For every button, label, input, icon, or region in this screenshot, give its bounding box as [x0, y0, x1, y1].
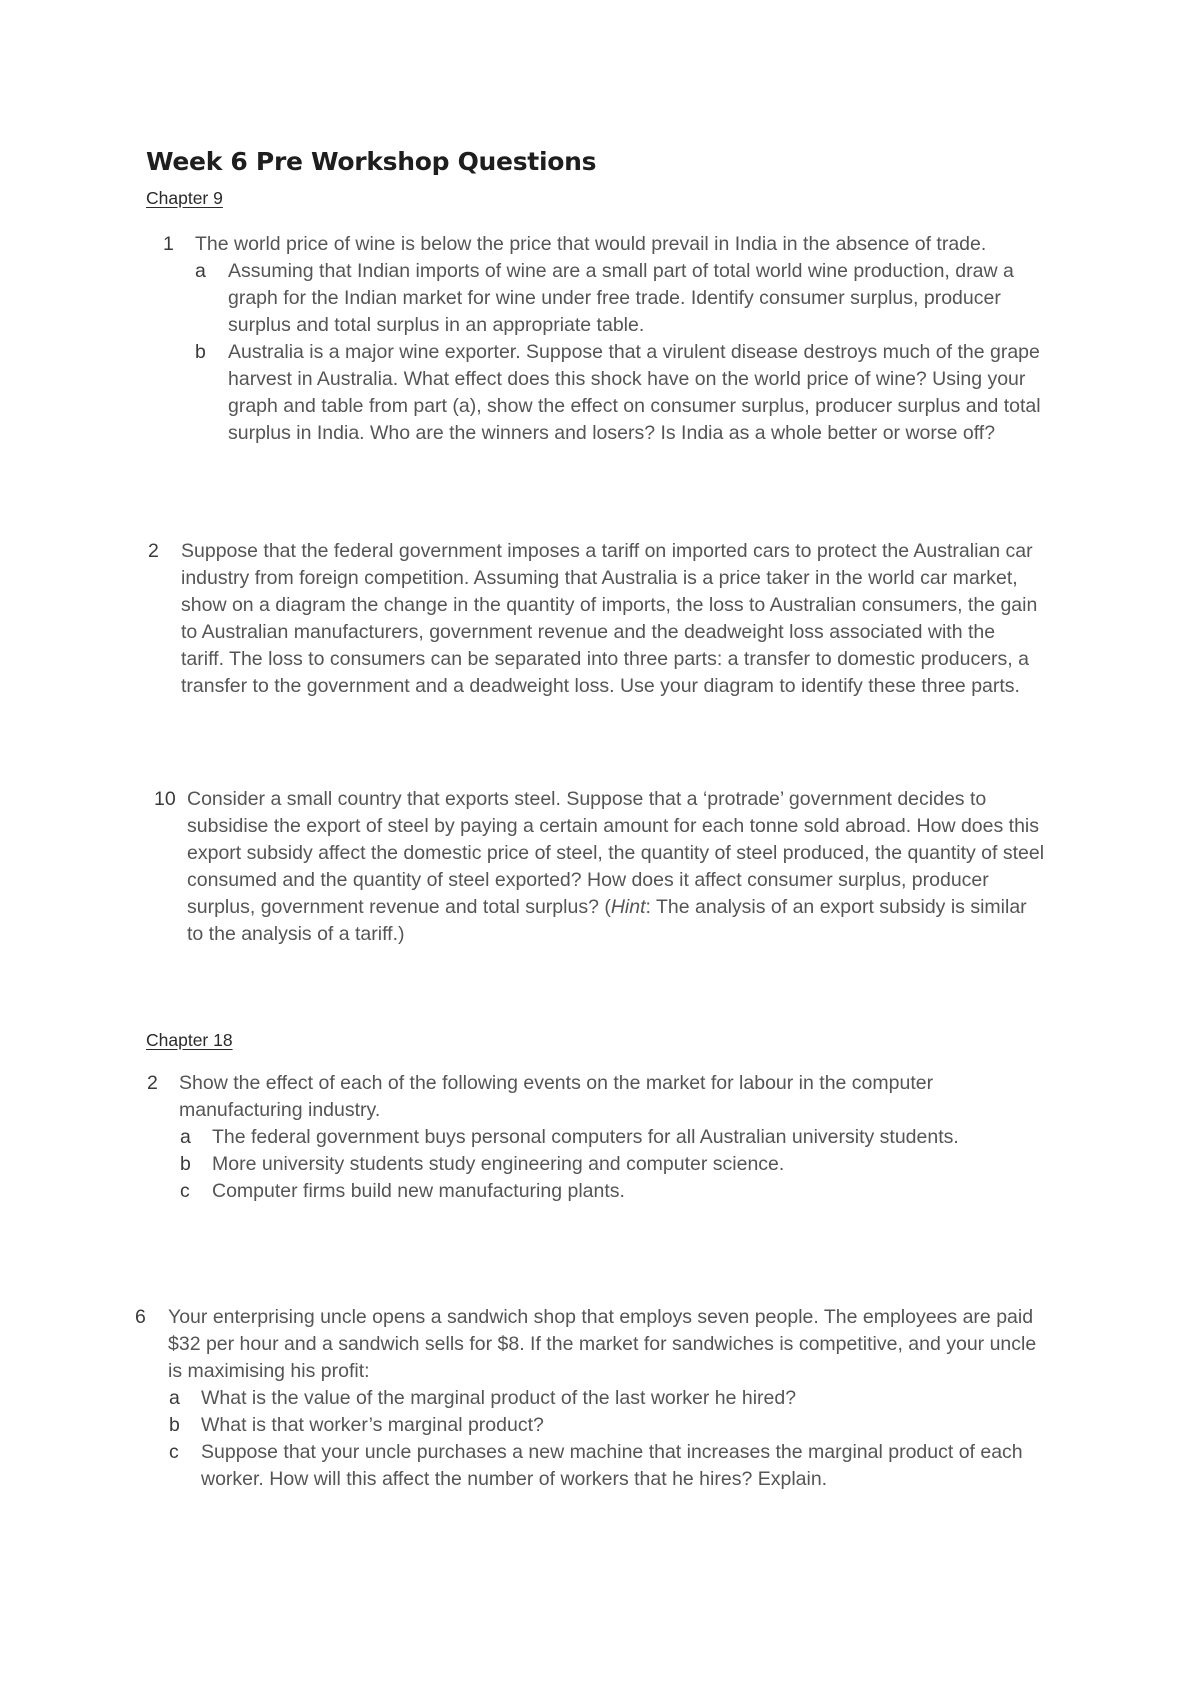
sub-question-label: a	[195, 260, 206, 282]
question-ch18-6	[135, 1304, 1043, 1493]
sub-question-label: c	[180, 1180, 190, 1202]
sub-question-b	[168, 1412, 1043, 1439]
sub-question-a	[168, 1385, 1043, 1412]
sub-question-text: What is the value of the marginal product of the last worker he hired?	[201, 1387, 797, 1409]
sub-question-b	[179, 1151, 1039, 1178]
hint-open: (	[604, 896, 611, 918]
sub-question-label: b	[169, 1414, 180, 1436]
sub-question-label: b	[195, 341, 206, 363]
sub-question-text: What is that worker’s marginal product?	[201, 1414, 544, 1436]
sub-question-text: Computer firms build new manufacturing plants.	[212, 1180, 625, 1202]
chapter-18-heading: Chapter 18	[146, 1030, 233, 1050]
question-number: 1	[163, 233, 174, 255]
question-ch18-2	[147, 1070, 1039, 1205]
question-number: 6	[135, 1306, 146, 1328]
sub-question-text: Suppose that your uncle purchases a new machine that increases the marginal product of each worker. How will this affect the number of workers that he hires? Explain.	[201, 1441, 1023, 1490]
sub-question-label: a	[180, 1126, 191, 1148]
sub-question-text: The federal government buys personal computers for all Australian university students.	[212, 1126, 959, 1148]
sub-question-c	[168, 1439, 1043, 1493]
sub-question-a	[195, 258, 1055, 339]
sub-question-a	[179, 1124, 1039, 1151]
sub-question-b	[195, 339, 1055, 447]
question-ch9-2	[148, 538, 1041, 700]
hint-label: Hint	[610, 896, 646, 918]
sub-question-text: More university students study engineering and computer science.	[212, 1153, 785, 1175]
question-text: Your enterprising uncle opens a sandwich shop that employs seven people. The employees are paid $32 per hour and a sandwich sells for $8. If the market for sandwiches is competitive, and your uncle is maximising his profit:	[168, 1306, 1037, 1382]
question-text	[187, 786, 1047, 948]
page-title: Week 6 Pre Workshop Questions	[146, 147, 597, 176]
question-body: Consider a small country that exports steel. Suppose that a ‘protrade’ government decides to subsidise the export of steel by paying a certain amount for each tonne sold abroad. How does this export subsidy affect the domestic price of steel, the quantity of steel produced, the quantity of steel consumed and the quantity of steel exported? How does it affect consumer surplus, producer surplus, government revenue and total surplus?	[187, 788, 1045, 918]
question-ch9-1	[163, 231, 1055, 447]
sub-question-text: Assuming that Indian imports of wine are a small part of total world wine production, draw a graph for the Indian market for wine under free trade. Identify consumer surplus, producer surplus and total surplus in an appropriate table.	[228, 260, 1014, 336]
question-text: The world price of wine is below the price that would prevail in India in the absence of trade.	[195, 233, 987, 255]
sub-question-c	[179, 1178, 1039, 1205]
question-number: 10	[154, 788, 176, 810]
sub-question-label: a	[169, 1387, 180, 1409]
question-number: 2	[147, 1072, 158, 1094]
sub-question-label: b	[180, 1153, 191, 1175]
question-text: Suppose that the federal government imposes a tariff on imported cars to protect the Australian car industry from foreign competition. Assuming that Australia is a price taker in the world car market, show on a diagram the change in the quantity of imports, the loss to Australian consumers, the gain to Australian manufacturers, government revenue and the deadweight loss associated with the tariff. The loss to consumers can be separated into three parts: a transfer to domestic producers, a transfer to the government and a deadweight loss. Use your diagram to identify these three parts.	[181, 540, 1038, 697]
question-text: Show the effect of each of the following events on the market for labour in the computer manufacturing industry.	[179, 1072, 934, 1121]
sub-question-text: Australia is a major wine exporter. Suppose that a virulent disease destroys much of the grape harvest in Australia. What effect does this shock have on the world price of wine? Using your graph and table from part (a), show the effect on consumer surplus, producer surplus and total surplus in India. Who are the winners and losers? Is India as a whole better or worse off?	[228, 341, 1041, 444]
question-ch9-10	[154, 786, 1047, 948]
hint-text: : The analysis of an export subsidy is similar to the analysis of a tariff.)	[187, 896, 1027, 945]
sub-question-label: c	[169, 1441, 179, 1463]
chapter-9-heading: Chapter 9	[146, 188, 223, 208]
question-number: 2	[148, 540, 159, 562]
